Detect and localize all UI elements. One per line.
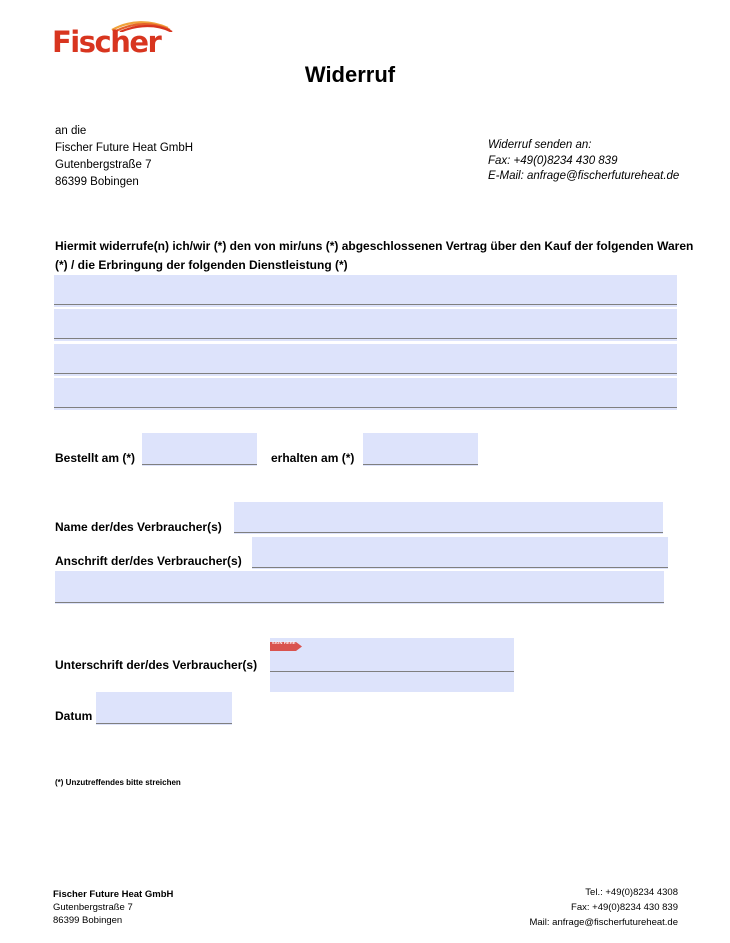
page-title: Widerruf [304,62,396,87]
send-to-heading: Widerruf senden an: [488,139,592,151]
footer-mail: Mail: anfrage@fischerfutureheat.de [529,917,678,928]
goods-field-2[interactable] [54,309,677,341]
sign-here-tag [270,638,302,647]
recipient-company: Fischer Future Heat GmbH [55,142,194,154]
ordered-date-field[interactable] [142,433,257,466]
withdrawal-statement: Hiermit widerrufe(n) ich/wir (*) den von mir/uns (*) abgeschlossenen Vertrag über den Kauf der folgenden Waren (*) / die Erbringung der folgenden Dienstleistung (*) [55,239,694,272]
address-field-2[interactable] [55,571,664,604]
received-date-field[interactable] [363,433,478,466]
logo-text: Fischer [52,25,161,59]
signature-label: Unterschrift der/des Verbraucher(s) [55,658,258,672]
signature-field[interactable] [270,638,514,692]
sign-here-text: SIGN HERE [272,640,296,645]
recipient-street: Gutenbergstraße 7 [55,159,152,171]
footer-contact [529,885,678,930]
footer-tel: Tel.: +49(0)8234 4308 [585,887,678,898]
address-field-1[interactable] [252,537,668,569]
footnote: (*) Unzutreffendes bitte streichen [55,778,181,787]
received-label: erhalten am (*) [271,451,355,465]
footer-city: 86399 Bobingen [53,915,123,926]
goods-field-1[interactable] [54,275,677,307]
recipient-city: 86399 Bobingen [55,176,139,188]
date-label: Datum [55,709,93,723]
address-label: Anschrift der/des Verbraucher(s) [55,554,242,568]
footer-company: Fischer Future Heat GmbH [53,889,174,900]
ordered-label: Bestellt am (*) [55,451,136,465]
name-field[interactable] [234,502,663,534]
footer-fax: Fax: +49(0)8234 430 839 [571,902,678,913]
recipient-prefix: an die [55,125,87,137]
footer-address [53,888,173,927]
send-to-email: E-Mail: anfrage@fischerfutureheat.de [488,170,680,182]
goods-field-4[interactable] [54,378,677,410]
recipient-address [55,123,193,191]
company-logo [52,20,172,65]
footer-street: Gutenbergstraße 7 [53,902,133,913]
send-to-fax: Fax: +49(0)8234 430 839 [488,154,618,167]
name-label: Name der/des Verbraucher(s) [55,520,222,534]
date-field[interactable] [96,692,232,725]
send-to-block [488,138,679,185]
goods-field-3[interactable] [54,344,677,376]
